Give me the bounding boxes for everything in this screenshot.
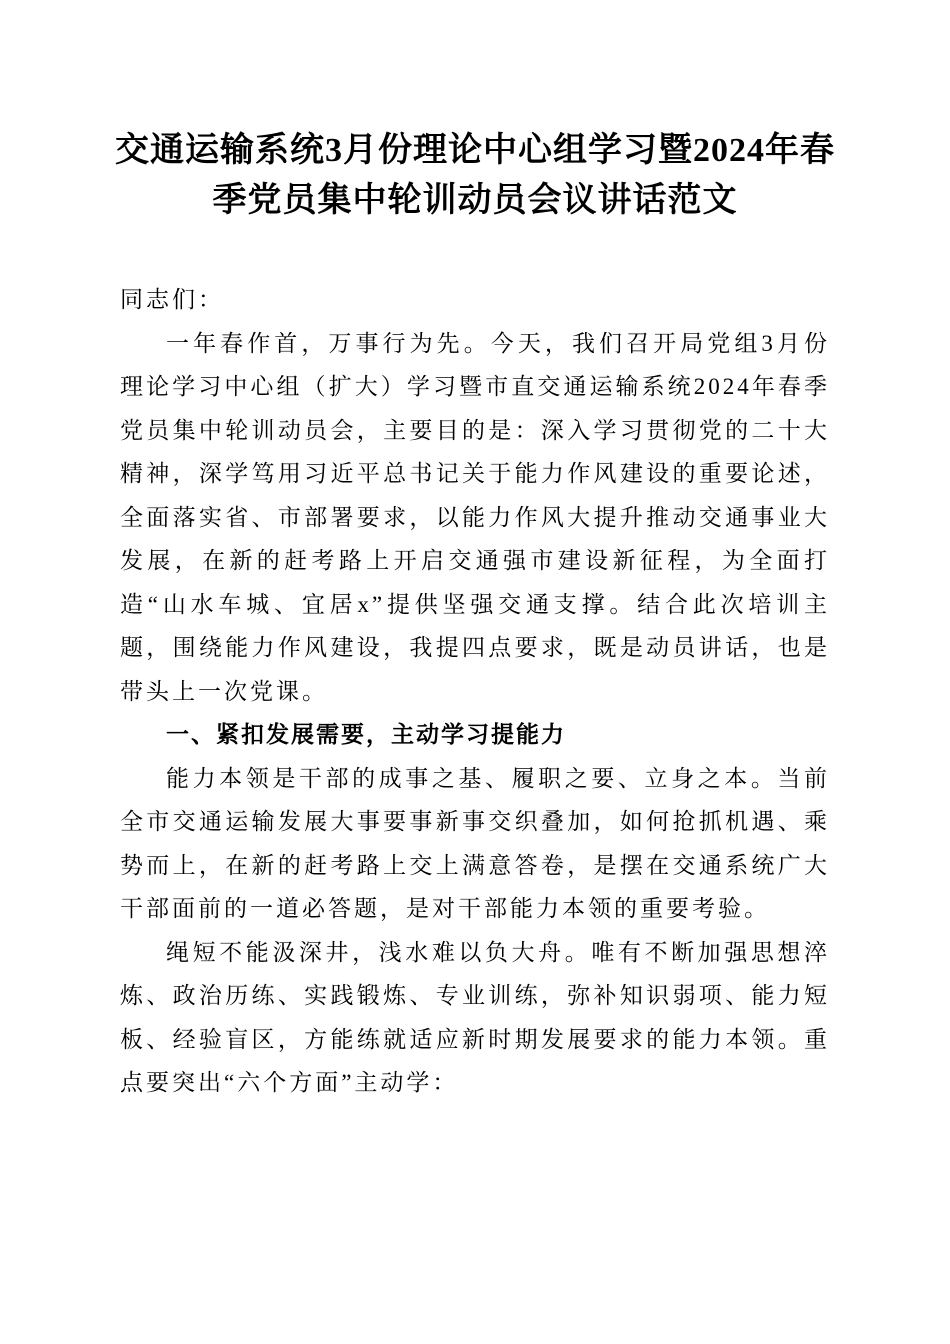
salutation: 同志们： (120, 287, 224, 312)
document-body (120, 278, 830, 1105)
section-heading: 一、紧扣发展需要，主动学习提能力 (166, 721, 566, 747)
body-paragraph: 绳短不能汲深井，浅水难以负大舟。唯有不断加强思想淬炼、政治历练、实践锻炼、专业训练，弥补知识弱项、能力短板、经验盲区，方能练就适应新时期发展要求的能力本领。重点要突出“六个方面”主动学： (120, 939, 830, 1095)
body-paragraph: 能力本领是干部的成事之基、履职之要、立身之本。当前全市交通运输发展大事要事新事交织叠加，如何抢抓机遇、乘势而上，在新的赶考路上交上满意答卷，是摆在交通系统广大干部面前的一道必答题，是对干部能力本领的重要考验。 (120, 765, 830, 921)
body-paragraph: 一年春作首，万事行为先。今天，我们召开局党组3月份理论学习中心组（扩大）学习暨市直交通运输系统2024年春季党员集中轮训动员会，主要目的是：深入学习贯彻党的二十大精神，深学笃用习近平总书记关于能力作风建设的重要论述，全面落实省、市部署要求，以能力作风大提升推动交通事业大发展，在新的赶考路上开启交通强市建设新征程，为全面打造“山水车城、宜居x”提供坚强交通支撑。结合此次培训主题，围绕能力作风建设，我提四点要求，既是动员讲话，也是带头上一次党课。 (120, 330, 830, 704)
document-title: 交通运输系统3月份理论中心组学习暨2024年春季党员集中轮训动员会议讲话范文 (115, 132, 835, 219)
paragraph-container (120, 322, 830, 1105)
